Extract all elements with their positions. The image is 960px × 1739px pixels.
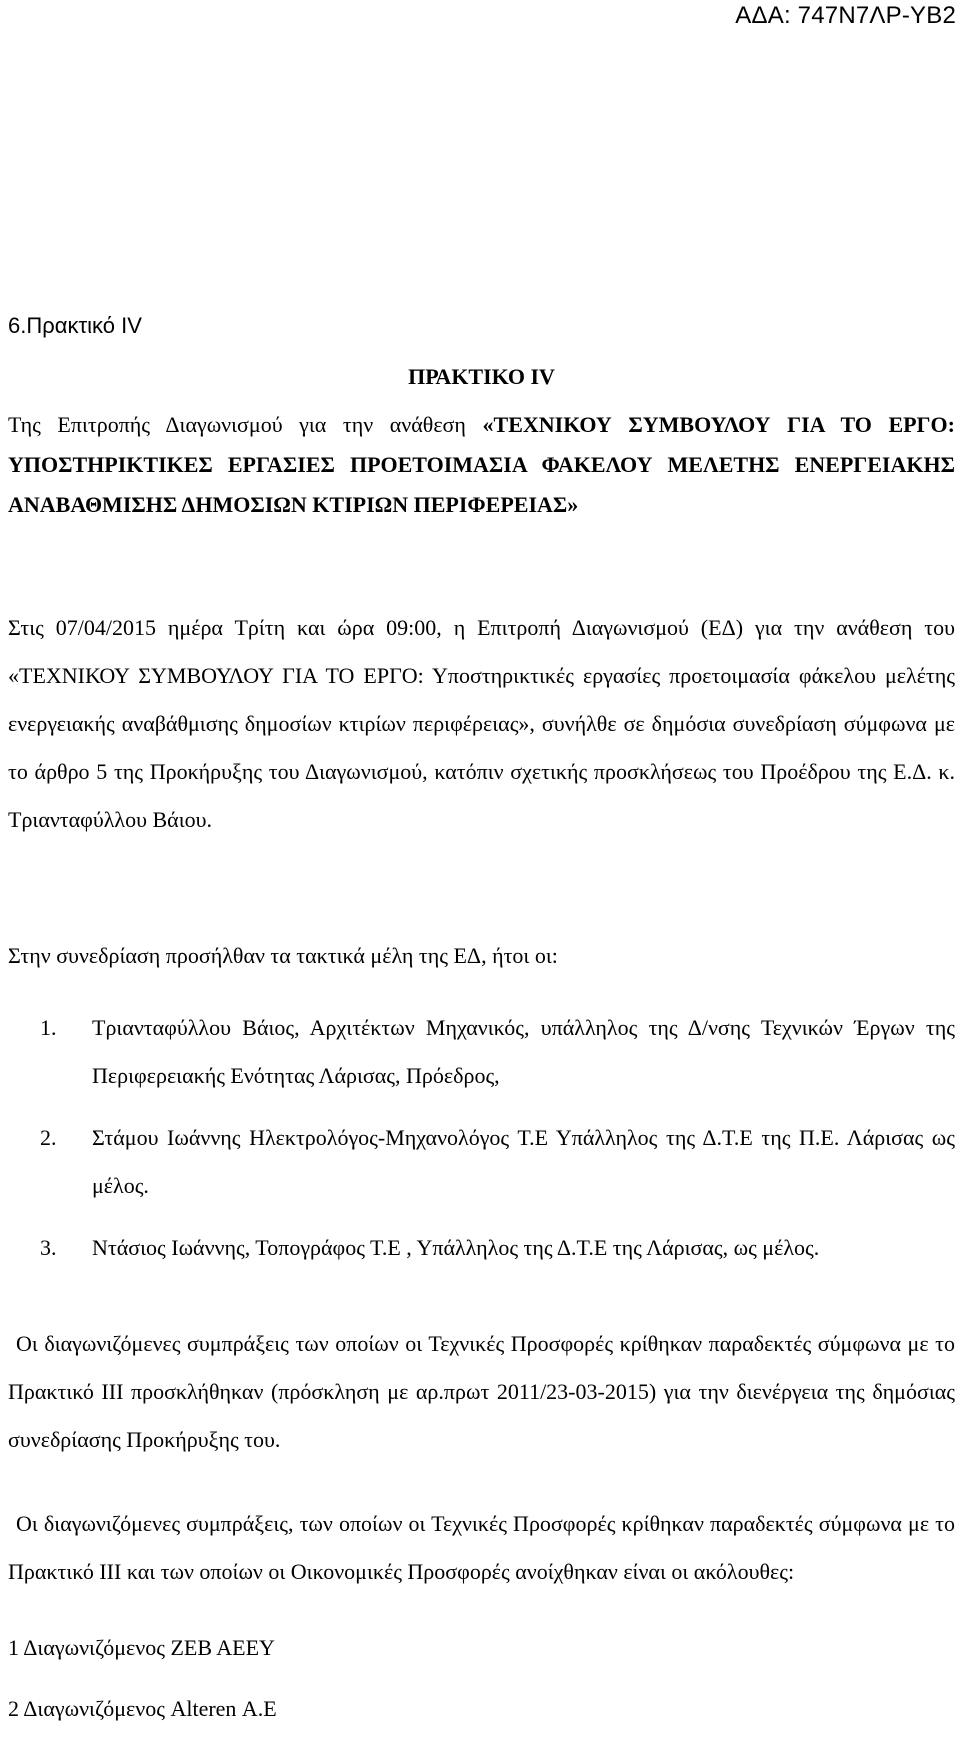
- list-item-text: Τριανταφύλλου Βάιος, Αρχιτέκτων Μηχανικός, υπάλληλος της Δ/νσης Τεχνικών Έργων της Περιφερειακής Ενότητας Λάρισας, Πρόεδρος,: [92, 1015, 955, 1088]
- intro-paragraph: [8, 405, 955, 525]
- invitation-paragraph: Οι διαγωνιζόμενες συμπράξεις των οποίων οι Τεχνικές Προσφορές κρίθηκαν παραδεκτές σύμφωνα με το Πρακτικό ΙΙΙ προσκλήθηκαν (πρόσκληση με αρ.πρωτ 2011/23-03-2015) για την διενέργεια της δημόσιας συνεδρίασης Προκήρυξης του.: [8, 1331, 955, 1452]
- list-item: [8, 1114, 955, 1210]
- bidders-intro-paragraph: Οι διαγωνιζόμενες συμπράξεις, των οποίων οι Τεχνικές Προσφορές κρίθηκαν παραδεκτές σύμφωνα με το Πρακτικό ΙΙΙ και των οποίων οι Οικονομικές Προσφορές ανοίχθηκαν είναι οι ακόλουθες:: [8, 1511, 955, 1584]
- list-item: [8, 1004, 955, 1100]
- ada-code: ΑΔΑ: 747Ν7ΛΡ-ΥΒ2: [735, 2, 956, 29]
- list-item: [8, 1224, 955, 1272]
- section-label: 6.Πρακτικό IV: [8, 313, 142, 338]
- bidder-item: 1 Διαγωνιζόμενος ΖΕΒ ΑΕΕΥ: [8, 1635, 275, 1660]
- bidder-item: 2 Διαγωνιζόμενος Alteren Α.Ε: [8, 1696, 277, 1721]
- list-item-text: Ντάσιος Ιωάννης, Τοπογράφος Τ.Ε , Υπάλληλος της Δ.Τ.Ε της Λάρισας, ως μέλος.: [92, 1235, 820, 1260]
- list-item-number: 2.: [40, 1125, 57, 1150]
- list-item-text: Στάμου Ιωάννης Ηλεκτρολόγος-Μηχανολόγος Τ.Ε Υπάλληλος της Δ.Τ.Ε της Π.Ε. Λάρισας ως μέλος.: [92, 1125, 955, 1198]
- meeting-paragraph: Στις 07/04/2015 ημέρα Τρίτη και ώρα 09:00, η Επιτροπή Διαγωνισμού (ΕΔ) για την ανάθεση του «ΤΕΧΝΙΚΟΥ ΣΥΜΒΟΥΛΟΥ ΓΙΑ ΤΟ ΕΡΓΟ: Υποστηρικτικές εργασίες προετοιμασία φάκελου μελέτης ενεργειακής αναβάθμισης δημοσίων κτιρίων περιφέρειας», συνήλθε σε δημόσια συνεδρίαση σύμφωνα με το άρθρο 5 της Προκήρυξης του Διαγωνισμού, κατόπιν σχετικής προσκλήσεως του Προέδρου της Ε.Δ. κ. Τριανταφύλλου Βάιου.: [8, 615, 955, 832]
- attendance-paragraph: Στην συνεδρίαση προσήλθαν τα τακτικά μέλη της ΕΔ, ήτοι οι:: [8, 943, 558, 968]
- intro-prefix: Της Επιτροπής Διαγωνισμού για την ανάθεση: [8, 412, 483, 437]
- list-item-number: 1.: [40, 1015, 57, 1040]
- document-title: ΠΡΑΚΤΙΚΟ IV: [408, 364, 555, 389]
- intro-project-title: «ΤΕΧΝΙΚΟΥ ΣΥΜΒΟΥΛΟΥ ΓΙΑ ΤΟ ΕΡΓΟ: ΥΠΟΣΤΗΡΙΚΤΙΚΕΣ ΕΡΓΑΣΙΕΣ ΠΡΟΕΤΟΙΜΑΣΙΑ ΦΑΚΕΛΟΥ ΜΕΛΕΤΗΣ ΕΝΕΡΓΕΙΑΚΗΣ ΑΝΑΒΑΘΜΙΣΗΣ ΔΗΜΟΣΙΩΝ ΚΤΙΡΙΩΝ ΠΕΡΙΦΕΡΕΙΑΣ»: [8, 412, 955, 517]
- list-item-number: 3.: [40, 1235, 57, 1260]
- members-list: [8, 1004, 955, 1286]
